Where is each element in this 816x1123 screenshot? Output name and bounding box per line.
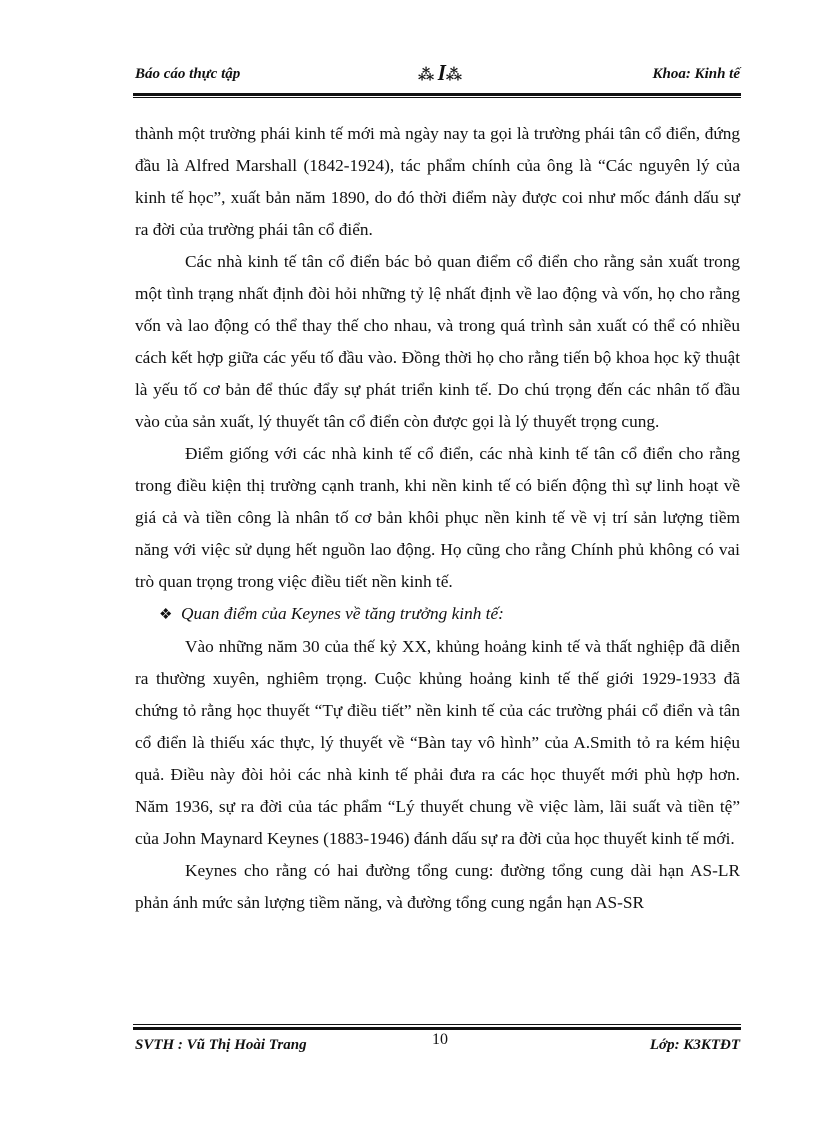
paragraph-continuation: thành một trường phái kinh tế mới mà ngày nay ta gọi là trường phái tân cổ điển, đứng đầu là Alfred Marshall (1842-1924), tác phẩm chính của ông là “Các nguyên lý của kinh tế học”, xuất bản năm 1890, do đó thời điểm này được coi như mốc đánh dấu sự ra đời của trường phái tân cổ điển. bbox=[135, 124, 740, 239]
paragraph: Điểm giống với các nhà kinh tế cổ điển, các nhà kinh tế tân cổ điển cho rằng trong điều kiện thị trường cạnh tranh, khi nền kinh tế có biến động thì sự linh hoạt về giá cả và tiền công là nhân tố cơ bản khôi phục nền kinh tế về vị trí sản lượng tiềm năng với việc sử dụng hết nguồn lao động. Họ cũng cho rằng Chính phủ không có vai trò quan trọng trong việc điều tiết nền kinh tế. bbox=[135, 444, 740, 591]
section-heading-text: Quan điểm của Keynes về tăng trưởng kinh tế: bbox=[181, 604, 504, 623]
page-header bbox=[135, 66, 740, 90]
paragraph: Các nhà kinh tế tân cổ điển bác bỏ quan điểm cổ điển cho rằng sản xuất trong một tình trạng nhất định đòi hỏi những tỷ lệ nhất định về lao động và vốn, họ cho rằng vốn và lao động có thể thay thế cho nhau, và trong quá trình sản xuất có thể có nhiều cách kết hợp giữa các yếu tố đầu vào. Đồng thời họ cho rằng tiến bộ khoa học kỹ thuật là yếu tố cơ bản để thúc đẩy sự phát triển kinh tế. Do chú trọng đến các nhân tố đầu vào của sản xuất, lý thuyết tân cổ điển còn được gọi là lý thuyết trọng cung. bbox=[135, 252, 740, 431]
paragraph: Keynes cho rằng có hai đường tổng cung: đường tổng cung dài hạn AS-LR phản ánh mức sản lượng tiềm năng, và đường tổng cung ngắn hạn AS-SR bbox=[135, 861, 740, 912]
diamond-bullet-icon: ❖ bbox=[159, 607, 173, 623]
page-number: 10 bbox=[432, 1031, 448, 1048]
footer-class: Lớp: K3KTĐT bbox=[649, 1037, 740, 1053]
header-ornament: ⁂ ꟾ⁂ bbox=[417, 67, 463, 84]
section-heading bbox=[135, 598, 740, 631]
footer-rule bbox=[133, 1024, 741, 1030]
header-rule bbox=[133, 93, 741, 98]
page-body bbox=[135, 118, 740, 919]
header-faculty: Khoa: Kinh tế bbox=[652, 66, 740, 82]
header-report-title: Báo cáo thực tập bbox=[135, 66, 241, 82]
paragraph: Vào những năm 30 của thế kỷ XX, khủng hoảng kinh tế và thất nghiệp đã diễn ra thường xuyên, nghiêm trọng. Cuộc khủng hoảng kinh tế thế giới 1929-1933 đã chứng tỏ rằng học thuyết “Tự điều tiết” nền kinh tế của các trường phái cổ điển và tân cổ điển là thiếu xác thực, lý thuyết về “Bàn tay vô hình” của A.Smith tỏ ra kém hiệu quả. Điều này đòi hỏi các nhà kinh tế phải đưa ra các học thuyết mới phù hợp hơn. Năm 1936, sự ra đời của tác phẩm “Lý thuyết chung về việc làm, lãi suất và tiền tệ” của John Maynard Keynes (1883-1946) đánh dấu sự ra đời của học thuyết kinh tế mới. bbox=[135, 637, 740, 848]
page-footer bbox=[135, 1031, 740, 1059]
footer-student-name: SVTH : Vũ Thị Hoài Trang bbox=[135, 1037, 307, 1053]
